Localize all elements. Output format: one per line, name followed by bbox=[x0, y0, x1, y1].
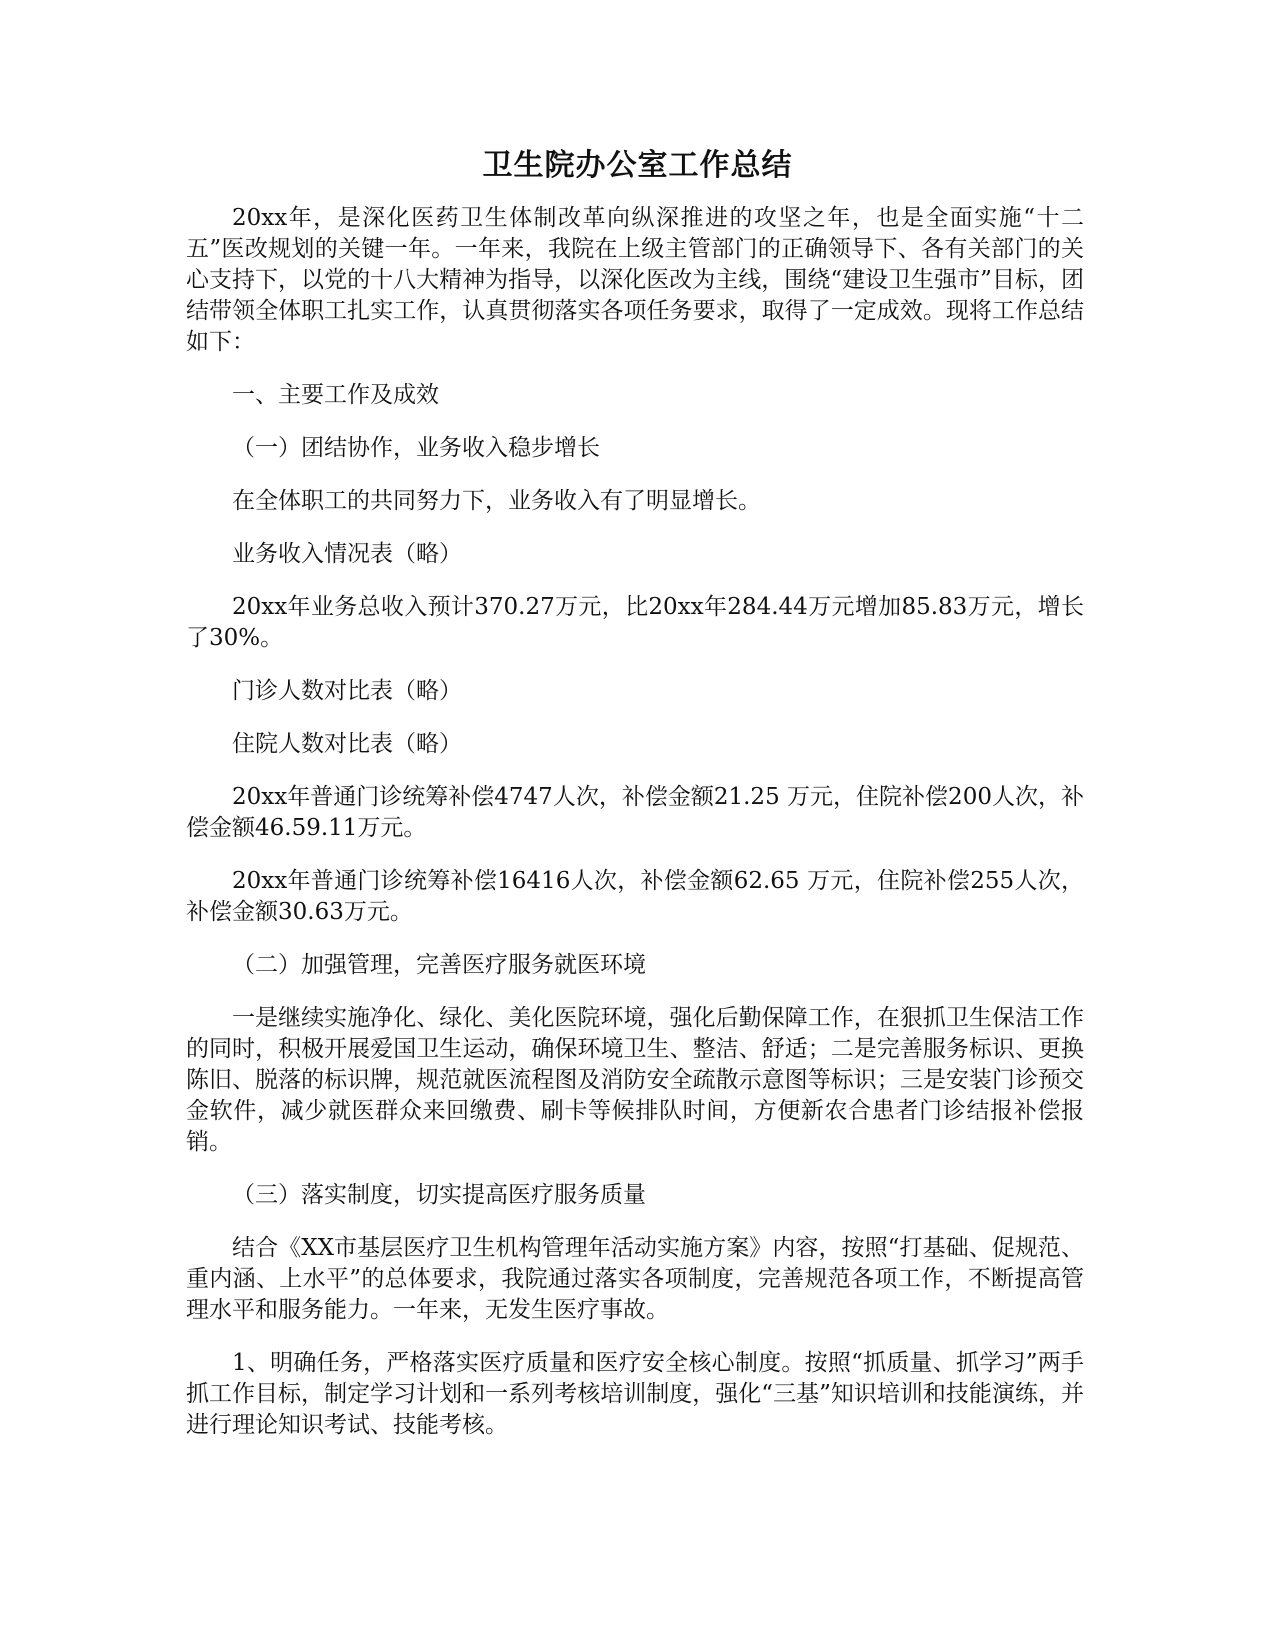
paragraph-compensation-2: 20xx年普通门诊统筹补偿16416人次，补偿金额62.65 万元，住院补偿255人次，补偿金额30.63万元。 bbox=[186, 868, 1084, 925]
paragraph-income-growth: 在全体职工的共同努力下，业务收入有了明显增长。 bbox=[232, 488, 761, 514]
subsection-heading-management: （二）加强管理，完善医疗服务就医环境 bbox=[232, 952, 646, 978]
section-heading-main-work: 一、主要工作及成效 bbox=[232, 382, 439, 408]
document-title: 卫生院办公室工作总结 bbox=[482, 148, 793, 183]
paragraph-task-1: 1、明确任务，严格落实医疗质量和医疗安全核心制度。按照“抓质量、抓学习”两手抓工作目标，制定学习计划和一系列考核培训制度，强化“三基”知识培训和技能演练，并进行理论知识考试、技能考核。 bbox=[186, 1350, 1084, 1438]
paragraph-regulations: 结合《XX市基层医疗卫生机构管理年活动实施方案》内容，按照“打基础、促规范、重内涵、上水平”的总体要求，我院通过落实各项制度，完善规范各项工作，不断提高管理水平和服务能力。一年来，无发生医疗事故。 bbox=[186, 1235, 1084, 1323]
paragraph-income-figures: 20xx年业务总收入预计370.27万元，比20xx年284.44万元增加85.83万元，增长了30%。 bbox=[186, 594, 1084, 651]
document-body bbox=[186, 203, 1084, 1463]
subsection-heading-quality: （三）落实制度，切实提高医疗服务质量 bbox=[232, 1182, 646, 1208]
paragraph-environment: 一是继续实施净化、绿化、美化医院环境，强化后勤保障工作，在狠抓卫生保洁工作的同时，积极开展爱国卫生运动，确保环境卫生、整洁、舒适；二是完善服务标识、更换陈旧、脱落的标识牌，规范就医流程图及消防安全疏散示意图等标识；三是安装门诊预交金软件，减少就医群众来回缴费、刷卡等候排队时间，方便新农合患者门诊结报补偿报销。 bbox=[186, 1005, 1084, 1155]
table-note-income: 业务收入情况表（略） bbox=[232, 541, 462, 567]
table-note-inpatient: 住院人数对比表（略） bbox=[232, 731, 462, 757]
subsection-heading-income: （一）团结协作，业务收入稳步增长 bbox=[232, 435, 600, 461]
paragraph-compensation-1: 20xx年普通门诊统筹补偿4747人次，补偿金额21.25 万元，住院补偿200人次，补偿金额46.59.11万元。 bbox=[186, 784, 1084, 841]
table-note-outpatient: 门诊人数对比表（略） bbox=[232, 678, 462, 704]
paragraph-intro: 20xx年，是深化医药卫生体制改革向纵深推进的攻坚之年，也是全面实施“十二五”医改规划的关键一年。一年来，我院在上级主管部门的正确领导下、各有关部门的关心支持下，以党的十八大精神为指导，以深化医改为主线，围绕“建设卫生强市”目标，团结带领全体职工扎实工作，认真贯彻落实各项任务要求，取得了一定成效。现将工作总结如下： bbox=[186, 205, 1084, 355]
